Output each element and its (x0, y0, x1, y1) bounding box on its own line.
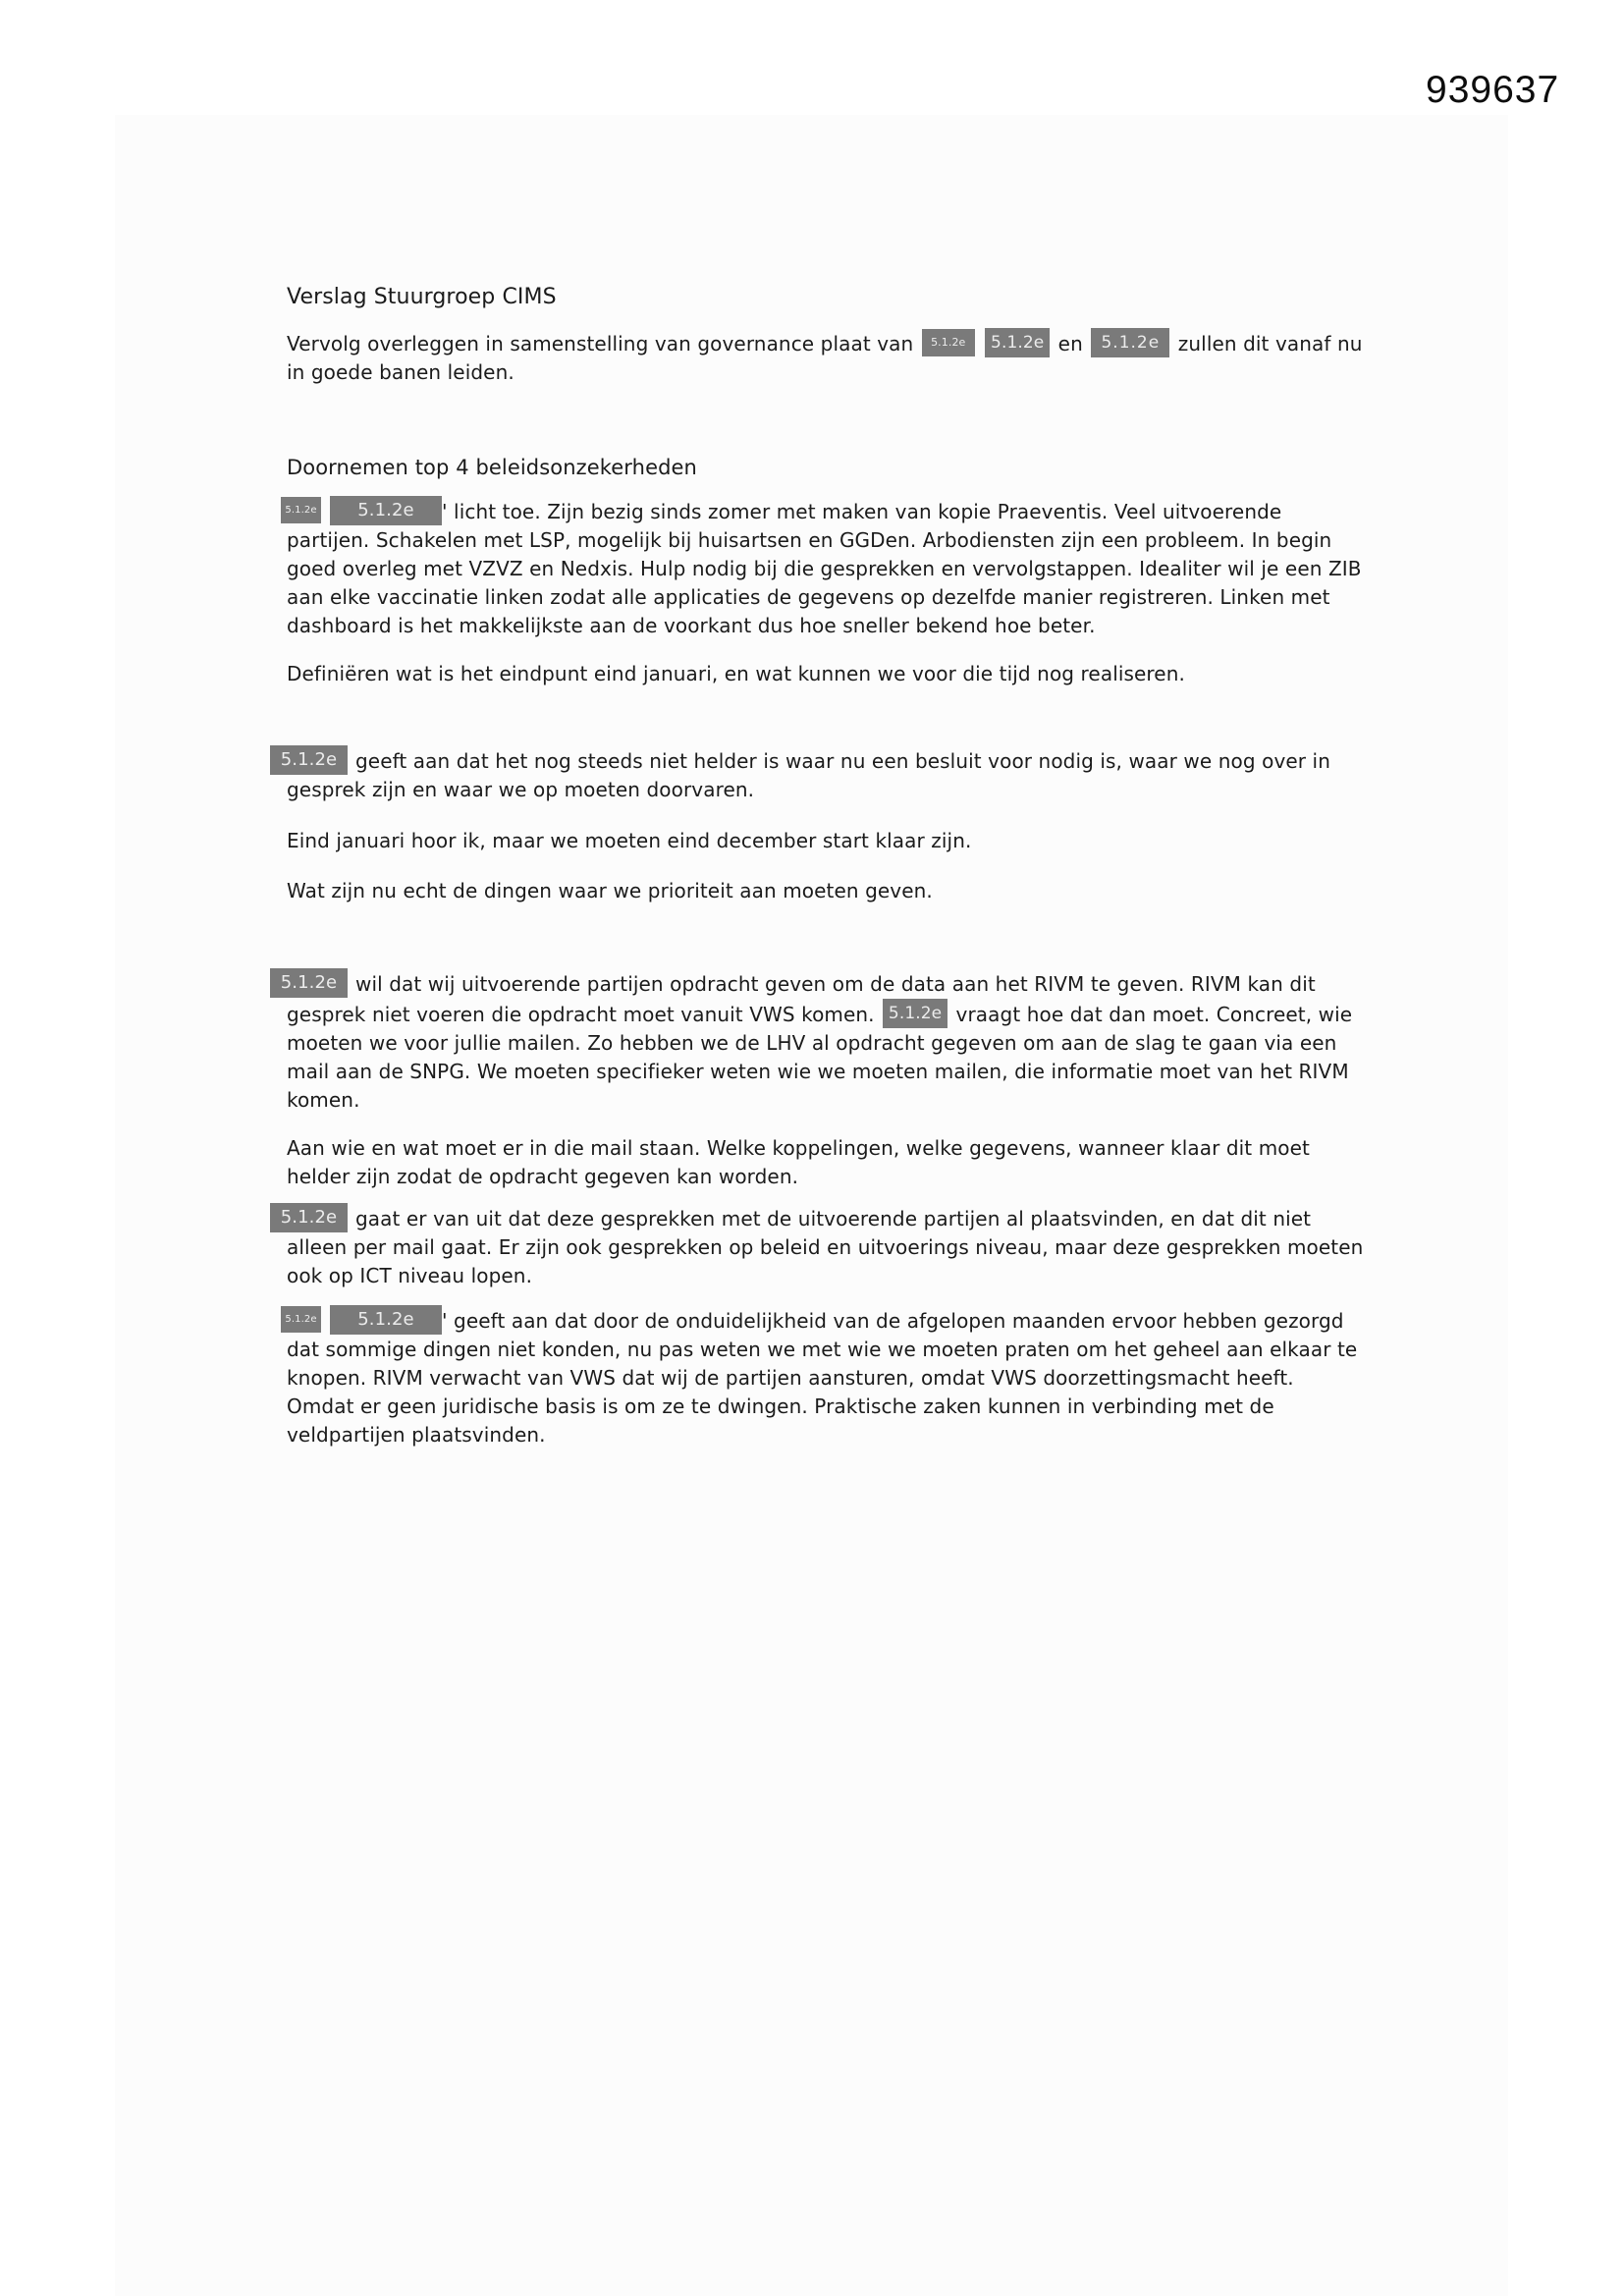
text-run: gaat er van uit dat deze gesprekken met de uitvoerende partijen al plaatsvinden, en dat dit niet alleen per mail gaat. Er zijn ook gesprekken op beleid en uitvoerings niveau, maar deze gesprekken moeten ook op ICT niveau lopen. (287, 1207, 1364, 1287)
text-run: Doornemen top 4 beleidsonzekerheden (287, 456, 697, 479)
text-run (977, 332, 983, 355)
text-run: Wat zijn nu echt de dingen waar we prioriteit aan moeten geven. (287, 879, 933, 902)
redaction-box: 5.1.2e (922, 329, 975, 356)
text-run: en (1052, 332, 1090, 355)
paragraph (280, 968, 1367, 1115)
paragraph (287, 328, 1367, 387)
text-run: ' licht toe. Zijn bezig sinds zomer met maken van kopie Praeventis. Veel uitvoerende partijen. Schakelen met LSP, mogelijk bij huisartsen en GGDen. Arbodiensten zijn een probleem. In begin goed overleg met VZVZ en Nedxis. Hulp nodig bij die gesprekken en vervolgstappen. Idealiter wil je een ZIB aan elke vaccinatie linken zodat alle applicaties de gegevens op dezelfde manier registreren. Linken met dashboard is het makkelijkste aan de voorkant dus hoe sneller bekend hoe beter. (287, 500, 1362, 637)
redaction-box: 5.1.2e (330, 496, 442, 525)
document-body (280, 283, 1367, 1449)
text-run: Vervolg overleggen in samenstelling van governance plaat van (287, 332, 920, 355)
text-run: Verslag Stuurgroep CIMS (287, 285, 557, 309)
paragraph (287, 1305, 1367, 1449)
section-heading (287, 454, 1367, 482)
paragraph (287, 660, 1367, 688)
redaction-box: 5.1.2e (985, 328, 1050, 357)
paragraph (287, 496, 1367, 640)
paragraph (287, 827, 1367, 855)
text-run: geeft aan dat het nog steeds niet helder is waar nu een besluit voor nodig is, waar we nog over in gesprek zijn en waar we op moeten doorvaren. (287, 749, 1330, 801)
text-run: Aan wie en wat moet er in die mail staan. Welke koppelingen, welke gegevens, wanneer klaar dit moet helder zijn zodat de opdracht gegeven kan worden. (287, 1136, 1310, 1188)
text-run: vraagt hoe dat dan moet. Concreet, wie moeten we voor jullie mailen. Zo hebben we de LHV al opdracht gegeven om aan de slag te gaan via een mail aan de SNPG. We moeten specifieker weten wie we moeten mailen, die informatie moet van het RIVM komen. (287, 1003, 1353, 1112)
paragraph (287, 877, 1367, 905)
document-title (287, 283, 1367, 311)
paragraph (280, 745, 1367, 804)
text-run: wil dat wij uitvoerende partijen opdracht geven om de data aan het RIVM te geven. RIVM kan dit gesprek niet voeren die opdracht moet vanuit VWS komen. (287, 972, 1316, 1026)
redaction-box: 5.1.2e (330, 1305, 442, 1335)
redaction-box: 5.1.2e (281, 497, 321, 523)
redaction-box: 5.1.2e (883, 999, 947, 1028)
text-run: ' geeft aan dat door de onduidelijkheid van de afgelopen maanden ervoor hebben gezorgd dat sommige dingen niet konden, nu pas weten we met wie we moeten praten om het geheel aan elkaar te knopen. RIVM verwacht van VWS dat wij de partijen aansturen, omdat VWS doorzettingsmacht heeft. Omdat er geen juridische basis is om ze te dwingen. Praktische zaken kunnen in verbinding met de veldpartijen plaatsvinden. (287, 1309, 1358, 1447)
text-run: zullen dit vanaf nu in goede banen leiden. (287, 332, 1363, 384)
redaction-box: 5.1.2e (1091, 328, 1169, 357)
text-run: Definiëren wat is het eindpunt eind januari, en wat kunnen we voor die tijd nog realiseren. (287, 662, 1185, 685)
redaction-box: 5.1.2e (270, 1203, 348, 1232)
paragraph (280, 1203, 1367, 1290)
paragraph (287, 1134, 1367, 1191)
redaction-box: 5.1.2e (270, 968, 348, 998)
text-run: Eind januari hoor ik, maar we moeten eind december start klaar zijn. (287, 829, 972, 852)
document-number: 939637 (1426, 69, 1560, 111)
redaction-box: 5.1.2e (270, 745, 348, 775)
redaction-box: 5.1.2e (281, 1306, 321, 1333)
